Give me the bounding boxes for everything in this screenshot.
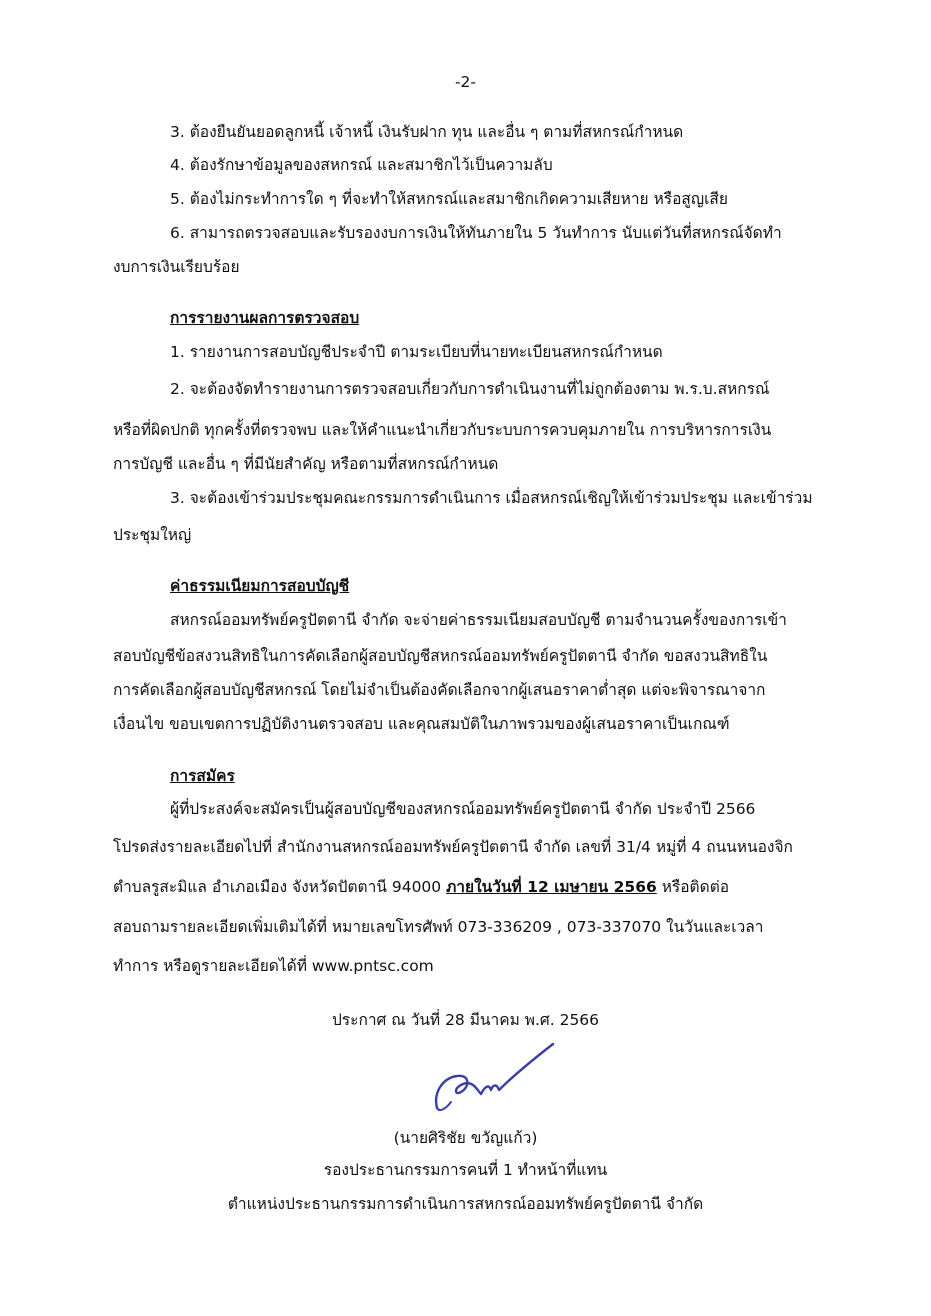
address-text: ตำบลรูสะมิแล อำเภอเมือง จังหวัดปัตตานี 94000 bbox=[113, 878, 447, 896]
application-line-5: ทำการ หรือดูรายละเอียดได้ที่ www.pntsc.com bbox=[113, 957, 434, 975]
fee-line-4: เงื่อนไข ขอบเขตการปฏิบัติงานตรวจสอบ และคุณสมบัติในภาพรวมของผู้เสนอราคาเป็นเกณฑ์ bbox=[113, 715, 730, 733]
fee-line-1: สหกรณ์ออมทรัพย์ครูปัตตานี จำกัด จะจ่ายค่าธรรมเนียมสอบบัญชี ตามจำนวนครั้งของการเข้า bbox=[170, 611, 787, 629]
reporting-heading: การรายงานผลการตรวจสอบ bbox=[170, 309, 360, 327]
application-heading: การสมัคร bbox=[170, 767, 235, 785]
signature-stroke bbox=[436, 1044, 553, 1108]
announcement-date: ประกาศ ณ วันที่ 28 มีนาคม พ.ศ. 2566 bbox=[331, 1011, 600, 1029]
duty-item-6-line1: 6. สามารถตรวจสอบและรับรองงบการเงินให้ทันภายใน 5 วันทำการ นับแต่วันที่สหกรณ์จัดทำ bbox=[170, 224, 782, 242]
application-line-2: โปรดส่งรายละเอียดไปที่ สำนักงานสหกรณ์ออมทรัพย์ครูปัตตานี จำกัด เลขที่ 31/4 หมู่ที่ 4 ถนนหนองจิก bbox=[113, 838, 793, 856]
fee-line-2: สอบบัญชีข้อสงวนสิทธิในการคัดเลือกผู้สอบบัญชีสหกรณ์ออมทรัพย์ครูปัตตานี จำกัด ขอสงวนสิทธิใน bbox=[113, 647, 768, 665]
reporting-item-3-line2: ประชุมใหญ่ bbox=[113, 526, 192, 544]
reporting-item-1: 1. รายงานการสอบบัญชีประจำปี ตามระเบียบที่นายทะเบียนสหกรณ์กำหนด bbox=[170, 343, 663, 361]
duty-item-5: 5. ต้องไม่กระทำการใด ๆ ที่จะทำให้สหกรณ์และสมาชิกเกิดความเสียหาย หรือสูญเสีย bbox=[170, 190, 728, 208]
signatory-position-line1: รองประธานกรรมการคนที่ 1 ทำหน้าที่แทน bbox=[323, 1161, 608, 1179]
reporting-item-2-line3: การบัญชี และอื่น ๆ ที่มีนัยสำคัญ หรือตามที่สหกรณ์กำหนด bbox=[113, 455, 499, 473]
application-line-3 bbox=[113, 877, 729, 897]
signatory-position-line2: ตำแหน่งประธานกรรมการดำเนินการสหกรณ์ออมทรัพย์ครูปัตตานี จำกัด bbox=[227, 1195, 704, 1213]
application-line-4: สอบถามรายละเอียดเพิ่มเติมได้ที่ หมายเลขโทรศัพท์ 073-336209 , 073-337070 ในวันและเวลา bbox=[113, 918, 764, 936]
deadline-text: ภายในวันที่ 12 เมษายน 2566 bbox=[446, 878, 657, 896]
reporting-item-2-line2: หรือที่ผิดปกติ ทุกครั้งที่ตรวจพบ และให้คำแนะนำเกี่ยวกับระบบการควบคุมภายใน การบริหารการเงิน bbox=[113, 421, 772, 439]
reporting-item-3-line1: 3. จะต้องเข้าร่วมประชุมคณะกรรมการดำเนินการ เมื่อสหกรณ์เชิญให้เข้าร่วมประชุม และเข้าร่วม bbox=[170, 489, 813, 507]
signature-flourish bbox=[437, 1102, 451, 1110]
fee-line-3: การคัดเลือกผู้สอบบัญชีสหกรณ์ โดยไม่จำเป็นต้องคัดเลือกจากผู้เสนอราคาต่ำสุด แต่จะพิจารณาจาก bbox=[113, 681, 766, 699]
application-line-1: ผู้ที่ประสงค์จะสมัครเป็นผู้สอบบัญชีของสหกรณ์ออมทรัพย์ครูปัตตานี จำกัด ประจำปี 2566 bbox=[170, 800, 756, 818]
duty-item-6-line2: งบการเงินเรียบร้อย bbox=[113, 258, 240, 276]
reporting-item-2-line1: 2. จะต้องจัดทำรายงานการตรวจสอบเกี่ยวกับการดำเนินงานที่ไม่ถูกต้องตาม พ.ร.บ.สหกรณ์ bbox=[170, 380, 770, 398]
page-number: -2- bbox=[454, 73, 477, 91]
signatory-name: (นายศิริชัย ขวัญแก้ว) bbox=[393, 1129, 538, 1147]
duty-item-4: 4. ต้องรักษาข้อมูลของสหกรณ์ และสมาชิกไว้เป็นความลับ bbox=[170, 156, 553, 174]
fee-heading: ค่าธรรมเนียมการสอบบัญชี bbox=[170, 577, 350, 595]
signature-image bbox=[425, 1040, 565, 1120]
contact-text: หรือติดต่อ bbox=[656, 878, 730, 896]
duty-item-3: 3. ต้องยืนยันยอดลูกหนี้ เจ้าหนี้ เงินรับฝาก ทุน และอื่น ๆ ตามที่สหกรณ์กำหนด bbox=[170, 123, 684, 141]
